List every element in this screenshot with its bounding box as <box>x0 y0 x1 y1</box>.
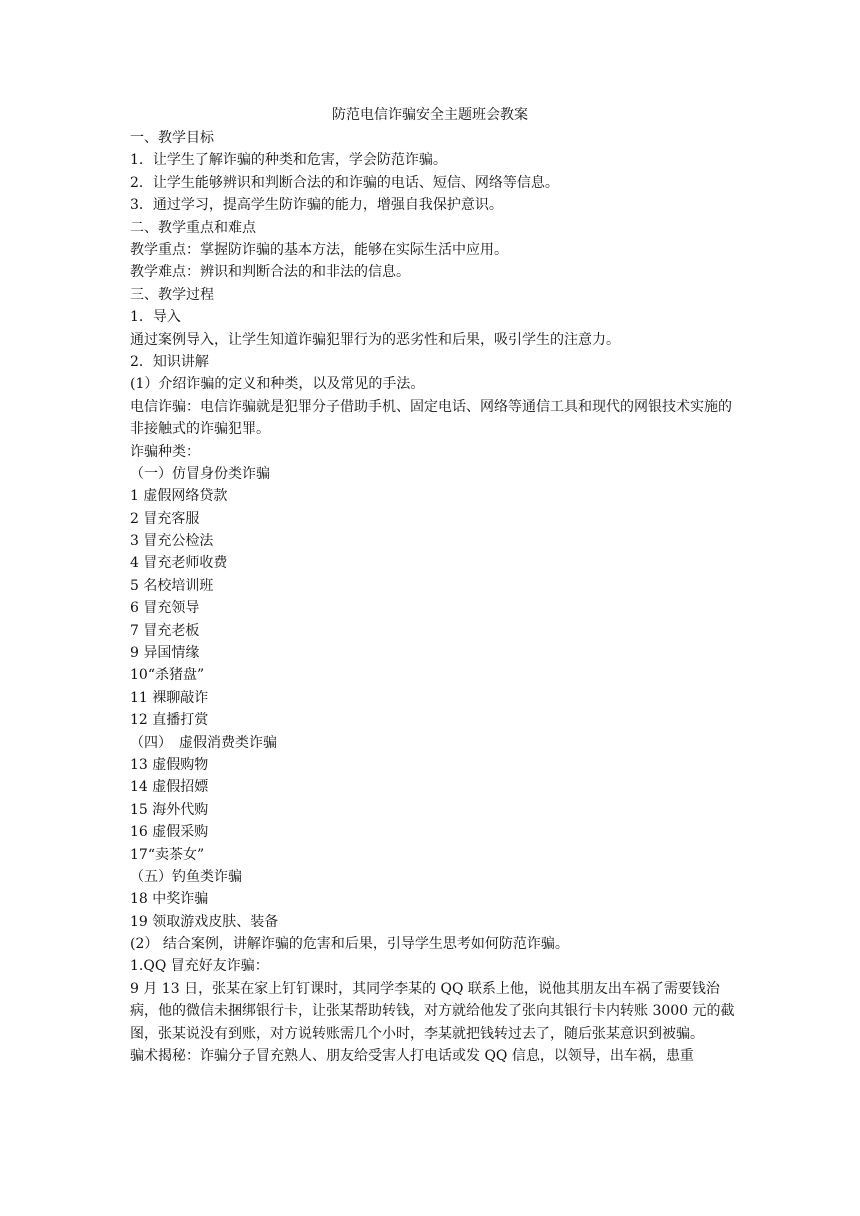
list-item: 11 裸聊敲诈 <box>130 689 209 706</box>
case-heading-qq: 1.QQ 冒充好友诈骗： <box>130 958 269 975</box>
list-item: 15 海外代购 <box>130 801 209 818</box>
list-item: 7 冒充老板 <box>130 622 200 639</box>
list-item: 1 虚假网络贷款 <box>130 488 228 505</box>
list-item: 16 虚假采购 <box>130 824 209 841</box>
list-item: 17“卖茶女” <box>130 846 205 863</box>
list-item: 12 直播打赏 <box>130 712 209 729</box>
list-item: 5 名校培训班 <box>130 577 214 594</box>
key-point: 教学重点：掌握防诈骗的基本方法，能够在实际生活中应用。 <box>130 241 508 258</box>
goal-item-1: 1．让学生了解诈骗的种类和危害，学会防范诈骗。 <box>130 152 447 169</box>
list-item: 6 冒充领导 <box>130 600 200 617</box>
intro-text: 通过案例导入，让学生知道诈骗犯罪行为的恶劣性和后果，吸引学生的注意力。 <box>130 331 620 348</box>
difficult-point: 教学难点：辨识和判断合法的和非法的信息。 <box>130 264 410 281</box>
section-heading-key-points: 二、教学重点和难点 <box>130 219 256 236</box>
fraud-types-heading: 诈骗种类： <box>130 443 200 460</box>
category-heading-phishing: （五）钓鱼类诈骗 <box>130 868 242 885</box>
list-item: 4 冒充老师收费 <box>130 555 228 572</box>
process-step-intro: 1．导入 <box>130 309 181 326</box>
document-title: 防范电信诈骗安全主题班会教案 <box>332 107 528 123</box>
case-text-qq: 9 月 13 日，张某在家上钉钉课时，其同学李某的 QQ 联系上他，说他其朋友出车祸了需要钱治病，他的微信未捆绑银行卡，让张某帮助转钱，对方就给他发了张向其银行卡内转账 3000 元的截图，张某说没有到账，对方说转账需几个小时，李某就把钱转过去了，随后张某意识到被骗。 <box>130 980 735 1042</box>
document-body <box>130 127 740 1067</box>
knowledge-point-1: (1）介绍诈骗的定义和种类，以及常见的手法。 <box>130 376 425 393</box>
category-heading-false-consumption: （四） 虚假消费类诈骗 <box>130 734 277 751</box>
list-item: 13 虚假购物 <box>130 756 209 773</box>
list-item: 18 中奖诈骗 <box>130 891 209 908</box>
section-heading-goals: 一、教学目标 <box>130 130 214 146</box>
goal-item-2: 2．让学生能够辨识和判断合法的和诈骗的电话、短信、网络等信息。 <box>130 174 559 191</box>
scam-reveal-text: 骗术揭秘：诈骗分子冒充熟人、朋友给受害人打电话或发 QQ 信息，以领导，出车祸，患重 <box>130 1048 694 1065</box>
list-item: 14 虚假招嫖 <box>130 779 209 796</box>
list-item: 3 冒充公检法 <box>130 533 214 550</box>
category-heading-impersonation: （一）仿冒身份类诈骗 <box>130 465 270 482</box>
list-item: 10“杀猪盘” <box>130 667 205 684</box>
goal-item-3: 3．通过学习，提高学生防诈骗的能力，增强自我保护意识。 <box>130 197 503 214</box>
list-item: 2 冒充客服 <box>130 510 200 527</box>
knowledge-point-2: (2） 结合案例，讲解诈骗的危害和后果，引导学生思考如何防范诈骗。 <box>130 936 569 953</box>
fraud-definition: 电信诈骗：电信诈骗就是犯罪分子借助手机、固定电话、网络等通信工具和现代的网银技术实施的非接触式的诈骗犯罪。 <box>130 398 732 438</box>
list-item: 19 领取游戏皮肤、装备 <box>130 913 279 930</box>
process-step-knowledge: 2．知识讲解 <box>130 353 209 370</box>
section-heading-process: 三、教学过程 <box>130 286 214 303</box>
list-item: 9 异国情缘 <box>130 645 200 662</box>
